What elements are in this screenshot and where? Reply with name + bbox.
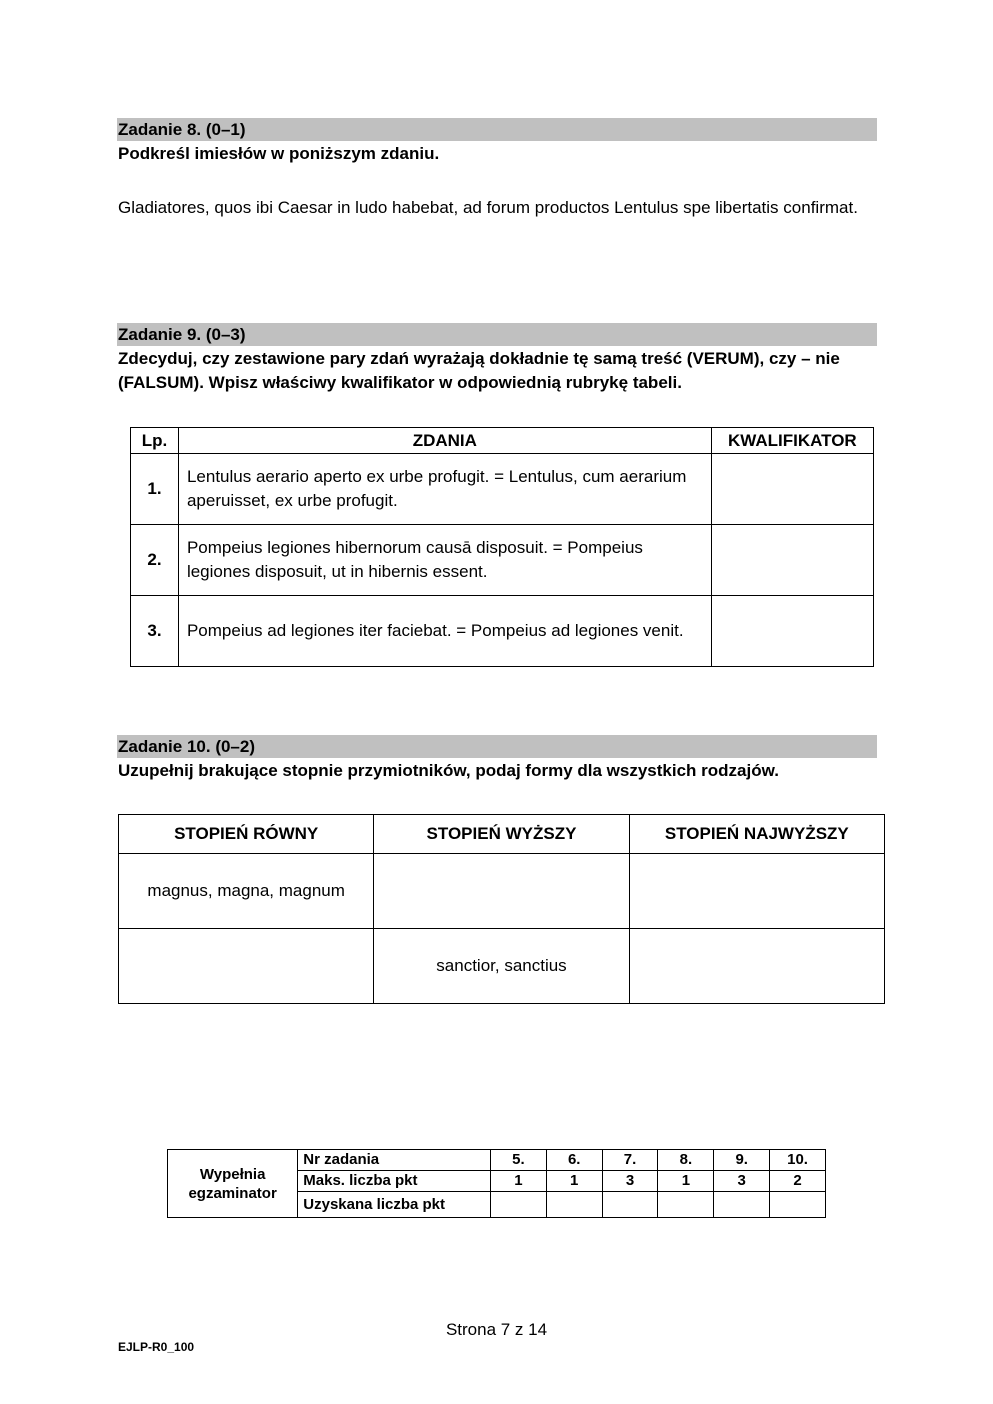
task-number: 7. [602, 1150, 658, 1171]
task-number: 6. [546, 1150, 602, 1171]
column-header-lp: Lp. [131, 428, 179, 454]
task-number: 5. [490, 1150, 546, 1171]
obtained-points-cell[interactable] [658, 1192, 714, 1218]
task10-table [118, 814, 885, 1004]
obtained-points-cell[interactable] [546, 1192, 602, 1218]
table-row [119, 854, 885, 929]
superlative-answer-cell[interactable] [629, 854, 884, 929]
table-row [131, 596, 874, 667]
max-points: 1 [658, 1171, 714, 1192]
row-number: 2. [131, 525, 179, 596]
sentence-pair: Pompeius legiones hibernorum causā disposuit. = Pompeius legiones disposuit, ut in hibernis essent. [178, 525, 711, 596]
column-header-comparative: STOPIEŃ WYŻSZY [374, 815, 629, 854]
examiner-label: Wypełnia egzaminator [168, 1150, 298, 1218]
comparative-cell: sanctior, sanctius [374, 929, 629, 1004]
table-row [119, 929, 885, 1004]
max-points: 2 [770, 1171, 826, 1192]
obtained-points-cell[interactable] [770, 1192, 826, 1218]
task-number: 10. [770, 1150, 826, 1171]
task-number: 9. [714, 1150, 770, 1171]
task-number: 8. [658, 1150, 714, 1171]
task8-sentence: Gladiatores, quos ibi Caesar in ludo habebat, ad forum productos Lentulus spe libertatis confirmat. [118, 198, 858, 217]
answer-cell[interactable] [711, 596, 873, 667]
max-points-label: Maks. liczba pkt [298, 1171, 491, 1192]
max-points: 3 [714, 1171, 770, 1192]
obtained-points-cell[interactable] [602, 1192, 658, 1218]
task8-header: Zadanie 8. (0–1) [117, 118, 877, 141]
superlative-answer-cell[interactable] [629, 929, 884, 1004]
comparative-answer-cell[interactable] [374, 854, 629, 929]
column-header-zdania: ZDANIA [178, 428, 711, 454]
sentence-pair: Lentulus aerario aperto ex urbe profugit. = Lentulus, cum aerarium aperuisset, ex urbe profugit. [178, 454, 711, 525]
obtained-points-cell[interactable] [490, 1192, 546, 1218]
page-number: Strona 7 z 14 [445, 1320, 548, 1339]
answer-cell[interactable] [711, 525, 873, 596]
table-row [131, 525, 874, 596]
positive-cell: magnus, magna, magnum [119, 854, 374, 929]
column-header-kwalifikator: KWALIFIKATOR [711, 428, 873, 454]
column-header-superlative: STOPIEŃ NAJWYŻSZY [629, 815, 884, 854]
obtained-points-cell[interactable] [714, 1192, 770, 1218]
positive-answer-cell[interactable] [119, 929, 374, 1004]
sentence-pair: Pompeius ad legiones iter faciebat. = Pompeius ad legiones venit. [178, 596, 711, 667]
obtained-points-label: Uzyskana liczba pkt [298, 1192, 491, 1218]
task9-header: Zadanie 9. (0–3) [117, 323, 877, 346]
task10-header: Zadanie 10. (0–2) [117, 735, 877, 758]
task9-table [130, 427, 874, 667]
answer-cell[interactable] [711, 454, 873, 525]
task-number-label: Nr zadania [298, 1150, 491, 1171]
max-points: 3 [602, 1171, 658, 1192]
document-code: EJLP-R0_100 [118, 1340, 195, 1354]
row-number: 1. [131, 454, 179, 525]
max-points: 1 [546, 1171, 602, 1192]
task8-instruction: Podkreśl imiesłów w poniższym zdaniu. [118, 144, 440, 163]
max-points: 1 [490, 1171, 546, 1192]
task10-instruction: Uzupełnij brakujące stopnie przymiotników, podaj formy dla wszystkich rodzajów. [118, 761, 779, 780]
row-number: 3. [131, 596, 179, 667]
table-row [131, 454, 874, 525]
task9-instruction: Zdecyduj, czy zestawione pary zdań wyrażają dokładnie tę samą treść (VERUM), czy – nie (FALSUM). Wpisz właściwy kwalifikator w odpowiednią rubrykę tabeli. [118, 349, 840, 392]
column-header-positive: STOPIEŃ RÓWNY [119, 815, 374, 854]
examiner-score-table [167, 1149, 826, 1218]
